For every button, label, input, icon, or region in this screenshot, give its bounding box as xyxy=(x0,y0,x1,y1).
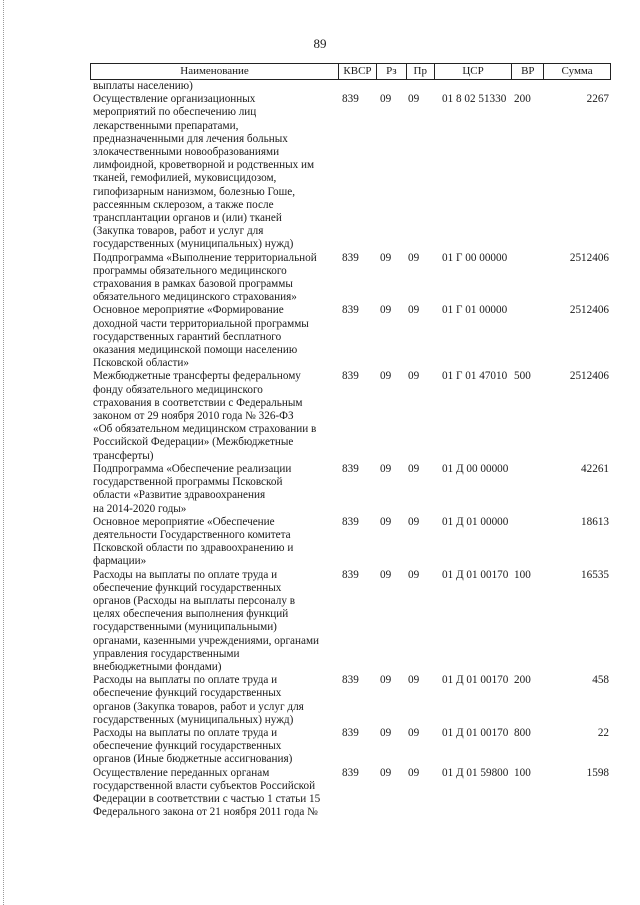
cell-name-line: деятельности Государственного комитета xyxy=(93,528,291,541)
cell-sum xyxy=(544,80,611,93)
cell-name-line: Российской Федерации» (Межбюджетные xyxy=(93,436,294,449)
cell-name-line: обеспечение функций государственных xyxy=(93,581,282,594)
cell-csr: 01 Д 01 00170 xyxy=(442,568,509,581)
cell-name-line: Расходы на выплаты по оплате труда и xyxy=(93,568,278,581)
header-kvsr: КВСР xyxy=(338,64,376,79)
cell-rz: 09 xyxy=(380,462,392,475)
cell-name-line: государственных (муниципальных) нужд) xyxy=(93,238,294,251)
cell-kvsr: 839 xyxy=(342,766,359,779)
cell-pr: 09 xyxy=(408,304,420,317)
cell-kvsr: 839 xyxy=(342,251,359,264)
cell-kvsr: 839 xyxy=(342,515,359,528)
table-row xyxy=(90,674,611,727)
cell-pr xyxy=(406,80,434,93)
cell-name-line: (Закупка товаров, работ и услуг для xyxy=(93,225,264,238)
cell-name-line: Основное мероприятие «Обеспечение xyxy=(93,515,275,528)
table-row xyxy=(90,93,611,251)
cell-name-line: обеспечение функций государственных xyxy=(93,740,282,753)
cell-csr: 01 Д 01 00170 xyxy=(442,674,509,687)
cell-name-line: Расходы на выплаты по оплате труда и xyxy=(93,674,278,687)
cell-name-line: Осуществление переданных органам xyxy=(93,766,270,779)
cell-pr: 09 xyxy=(408,726,420,739)
cell-rz: 09 xyxy=(380,568,392,581)
cell-sum: 2512406 xyxy=(569,370,609,383)
cell-name-line: государственной программы Псковской xyxy=(93,476,283,489)
cell-csr: 01 Г 01 47010 xyxy=(442,370,508,383)
cell-name-line: Расходы на выплаты по оплате труда и xyxy=(93,726,278,739)
cell-name-line: на 2014-2020 годы» xyxy=(93,502,187,515)
cell-name xyxy=(90,516,338,569)
cell-pr: 09 xyxy=(408,515,420,528)
cell-kvsr: 839 xyxy=(342,93,359,106)
cell-name-line: Основное мероприятие «Формирование xyxy=(93,304,284,317)
cell-kvsr: 839 xyxy=(342,370,359,383)
cell-vr: 200 xyxy=(514,93,531,106)
cell-vr xyxy=(512,304,544,370)
cell-name xyxy=(90,252,338,305)
table-row xyxy=(90,370,611,462)
cell-name-line: гипофизарным нанизмом, болезнью Гоше, xyxy=(93,185,296,198)
cell-name-line: законом от 29 ноября 2010 года № 326-ФЗ xyxy=(93,410,294,423)
cell-name-line: государственными (муниципальными) xyxy=(93,621,277,634)
cell-csr: 01 8 02 51330 xyxy=(442,93,507,106)
cell-vr xyxy=(512,463,544,516)
table-row xyxy=(90,727,611,767)
cell-name-line: внебюджетными фондами) xyxy=(93,660,222,673)
cell-csr: 01 Г 01 00000 xyxy=(442,304,508,317)
cell-vr xyxy=(512,516,544,569)
cell-name-line: Федерации в соответствии с частью 1 статьи 15 xyxy=(93,792,321,805)
cell-name-line: органов (Иные бюджетные ассигнования) xyxy=(93,753,293,766)
cell-name-line: Осуществление организационных xyxy=(93,93,256,106)
cell-name xyxy=(90,727,338,767)
header-name: Наименование xyxy=(180,65,249,77)
cell-name-line: государственных гарантий бесплатного xyxy=(93,330,282,343)
cell-vr: 200 xyxy=(514,674,531,687)
cell-name-line: выплаты населению) xyxy=(93,80,193,92)
cell-name-line: предназначенными для лечения больных xyxy=(93,132,288,145)
cell-name-line: Подпрограмма «Выполнение территориальной xyxy=(93,251,317,264)
cell-rz: 09 xyxy=(380,251,392,264)
page-left-edge xyxy=(3,0,4,905)
cell-name xyxy=(90,767,338,820)
cell-name-line: Псковской области по здравоохранению и xyxy=(93,542,294,555)
cell-vr: 100 xyxy=(514,568,531,581)
cell-name-line: Подпрограмма «Обеспечение реализации xyxy=(93,462,292,475)
cell-rz: 09 xyxy=(380,370,392,383)
cell-kvsr xyxy=(338,80,376,93)
table-row xyxy=(90,80,611,93)
table-row xyxy=(90,252,611,305)
cell-rz: 09 xyxy=(380,515,392,528)
cell-kvsr: 839 xyxy=(342,568,359,581)
cell-pr: 09 xyxy=(408,766,420,779)
cell-name-line: Псковской области» xyxy=(93,357,189,370)
table-row xyxy=(90,569,611,675)
cell-rz: 09 xyxy=(380,674,392,687)
cell-pr: 09 xyxy=(408,568,420,581)
cell-name xyxy=(90,463,338,516)
cell-sum: 1598 xyxy=(586,766,609,779)
cell-name-line: оказания медицинской помощи населению xyxy=(93,344,298,357)
cell-name-line: страхования в соответствии с Федеральным xyxy=(93,396,303,409)
cell-vr: 500 xyxy=(514,370,531,383)
cell-rz xyxy=(376,80,406,93)
table-row xyxy=(90,463,611,516)
cell-csr: 01 Д 00 00000 xyxy=(442,462,509,475)
cell-kvsr: 839 xyxy=(342,726,359,739)
cell-pr: 09 xyxy=(408,93,420,106)
header-sum: Сумма xyxy=(543,64,610,79)
cell-pr: 09 xyxy=(408,674,420,687)
cell-name-line: лимфоидной, кроветворной и родственных им xyxy=(93,159,315,172)
cell-name-line: обязательного медицинского страхования» xyxy=(93,291,297,304)
header-rz: Рз xyxy=(376,64,406,79)
cell-name-line: программы обязательного медицинского xyxy=(93,264,287,277)
cell-sum: 458 xyxy=(592,674,609,687)
cell-rz: 09 xyxy=(380,304,392,317)
cell-name-line: рассеянным склерозом, а также после xyxy=(93,198,274,211)
header-vr: ВР xyxy=(511,64,543,79)
cell-name-line: органов (Закупка товаров, работ и услуг для xyxy=(93,700,304,713)
cell-name-line: органов (Расходы на выплаты персоналу в xyxy=(93,594,295,607)
cell-name-line: фармации» xyxy=(93,555,147,568)
cell-name xyxy=(90,569,338,675)
cell-name-line: государственной власти субъектов Российской xyxy=(93,779,316,792)
budget-table xyxy=(90,63,611,819)
cell-kvsr: 839 xyxy=(342,462,359,475)
cell-name-line: злокачественными новообразованиями xyxy=(93,146,280,159)
cell-name-line: мероприятий по обеспечению лиц xyxy=(93,106,257,119)
table-row xyxy=(90,516,611,569)
cell-name-line: управления государственными xyxy=(93,647,240,660)
cell-csr: 01 Д 01 00170 xyxy=(442,726,509,739)
cell-vr xyxy=(512,252,544,305)
cell-name-line: трансферты) xyxy=(93,449,154,462)
cell-vr: 800 xyxy=(514,726,531,739)
cell-name-line: страхования в рамках базовой программы xyxy=(93,278,293,291)
cell-name-line: «Об обязательном медицинском страховании в xyxy=(93,423,317,436)
cell-sum: 2512406 xyxy=(569,304,609,317)
cell-vr: 100 xyxy=(514,766,531,779)
cell-sum: 16535 xyxy=(581,568,609,581)
cell-name-line: фонду обязательного медицинского xyxy=(93,383,263,396)
cell-pr: 09 xyxy=(408,251,420,264)
cell-name-line: лекарственными препаратами, xyxy=(93,119,239,132)
cell-name-line: области «Развитие здравоохранения xyxy=(93,489,266,502)
header-csr: ЦСР xyxy=(434,64,512,79)
cell-name-line: Межбюджетные трансферты федеральному xyxy=(93,370,301,383)
cell-name-line: доходной части территориальной программы xyxy=(93,317,309,330)
cell-name xyxy=(90,93,338,251)
page-number: 89 xyxy=(313,36,327,51)
cell-sum: 22 xyxy=(597,726,609,739)
cell-rz: 09 xyxy=(380,93,392,106)
cell-name-line: тканей, гемофилией, муковисцидозом, xyxy=(93,172,277,185)
cell-name xyxy=(90,674,338,727)
header-pr: Пр xyxy=(406,64,434,79)
table-body xyxy=(90,80,611,819)
table-row xyxy=(90,767,611,820)
cell-sum: 2512406 xyxy=(569,251,609,264)
cell-name xyxy=(90,80,338,93)
cell-sum: 42261 xyxy=(581,462,609,475)
cell-name-line: Федерального закона от 21 ноября 2011 года № xyxy=(93,806,318,819)
cell-csr: 01 Г 00 00000 xyxy=(442,251,508,264)
cell-name xyxy=(90,304,338,370)
cell-csr: 01 Д 01 00000 xyxy=(442,515,509,528)
cell-vr xyxy=(512,80,544,93)
cell-csr: 01 Д 01 59800 xyxy=(442,766,509,779)
cell-name-line: обеспечение функций государственных xyxy=(93,687,282,700)
cell-pr: 09 xyxy=(408,370,420,383)
cell-sum: 18613 xyxy=(581,515,609,528)
cell-rz: 09 xyxy=(380,766,392,779)
cell-name-line: трансплантации органов и (или) тканей xyxy=(93,212,282,225)
cell-name-line: органами, казенными учреждениями, органами xyxy=(93,634,320,647)
cell-name-line: государственных (муниципальных) нужд) xyxy=(93,713,294,726)
cell-sum: 2267 xyxy=(586,93,609,106)
cell-kvsr: 839 xyxy=(342,674,359,687)
cell-csr xyxy=(434,80,512,93)
cell-name-line: целях обеспечения выполнения функций xyxy=(93,608,289,621)
cell-pr: 09 xyxy=(408,462,420,475)
cell-rz: 09 xyxy=(380,726,392,739)
table-header xyxy=(90,63,611,80)
cell-name xyxy=(90,370,338,462)
cell-kvsr: 839 xyxy=(342,304,359,317)
table-row xyxy=(90,304,611,370)
